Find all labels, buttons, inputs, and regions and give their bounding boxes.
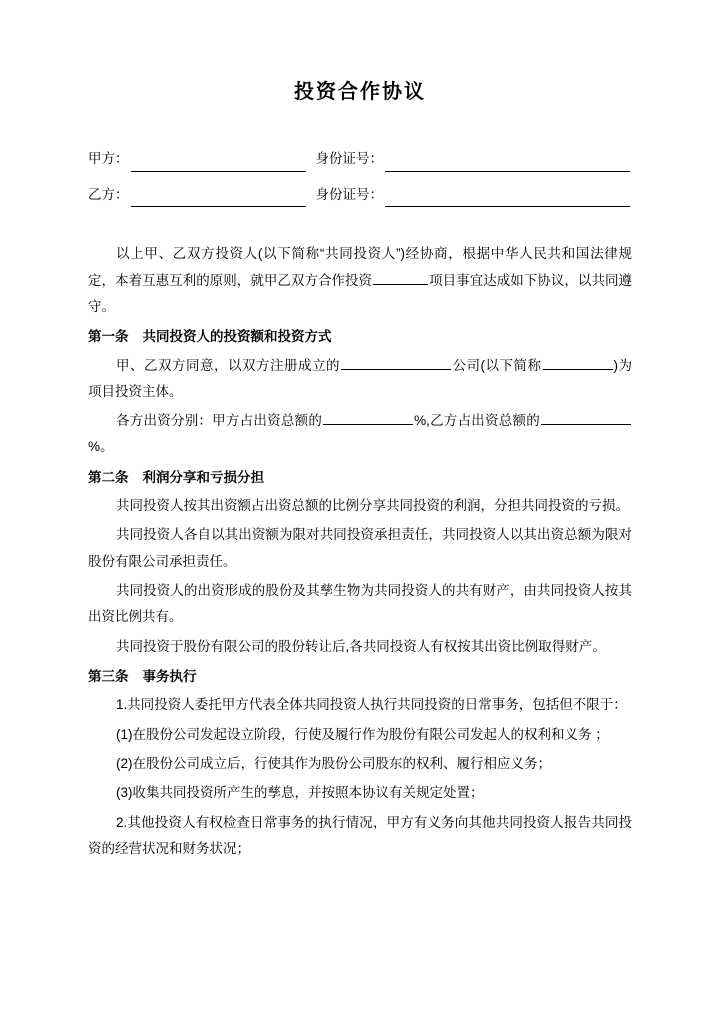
preamble-part-2: 规定，本着互惠互利的原则，就甲乙双方合作投资 (88, 246, 632, 288)
clause-1-paragraph-2 (88, 408, 632, 461)
party-b-id-blank[interactable] (385, 191, 630, 207)
preamble-part-1: 以上甲、乙双方投资人(以下简称“共同投资人”)经协商，根据中华人民共和国法律 (116, 246, 619, 262)
c1p2-seg1: 各方出资分别：甲方占出资总额的 (116, 413, 323, 429)
clause-2-paragraph-3: 共同投资人的出资形成的股份及其孳生物为共同投资人的共有财产，由共同投资人按其出资比例共有。 (88, 583, 632, 625)
party-a-id-label: 身份证号： (315, 151, 383, 166)
c1p2-seg3: %。 (88, 439, 114, 455)
party-b-id-label: 身份证号： (315, 186, 383, 202)
party-fields (88, 146, 632, 207)
clause-1-title (88, 324, 632, 350)
party-b-label: 乙方： (88, 186, 129, 202)
party-a-label: 甲方： (88, 151, 129, 166)
clause-3-paragraph-4: (3)收集共同投资所产生的孳息，并按照本协议有关规定处置； (116, 785, 484, 801)
c1p1-seg1: 甲、乙双方同意，以双方注册成立的 (116, 357, 340, 373)
c1p2-seg2: %,乙方占出资总额的 (414, 413, 540, 429)
clause-2-heading: 利润分享和亏损分担 (142, 469, 264, 485)
company-name-blank[interactable] (341, 356, 451, 370)
clause-2-paragraph-2: 共同投资人各自以其出资额为限对共同投资承担责任，共同投资人以其出资总额为限对股份有限公司承担责任。 (88, 527, 632, 569)
clause-3-paragraph-5: 2.其他投资人有权检查日常事务的执行情况，甲方有义务向其他共同投资人报告共同投资的经营状况和财务状况； (88, 814, 632, 856)
clause-2-paragraph-1: 共同投资人按其出资额占出资总额的比例分享共同投资的利润，分担共同投资的亏损。 (116, 498, 629, 514)
party-b-percent-blank[interactable] (541, 411, 631, 425)
clause-1-heading: 共同投资人的投资额和投资方式 (142, 329, 332, 345)
clause-3-number: 第三条 (88, 668, 129, 684)
clause-2-title (88, 465, 632, 491)
clause-2-number: 第二条 (88, 469, 129, 485)
clause-3-title (88, 664, 632, 690)
party-a-percent-blank[interactable] (323, 411, 413, 425)
page-title: 投资合作协议 (294, 81, 426, 103)
c1p1-seg3: )为项目投资主体。 (88, 357, 632, 399)
preamble-project-blank[interactable] (373, 271, 428, 285)
clause-2-paragraph-4: 共同投资于股份有限公司的股份转让后,各共同投资人有权按其出资比例取得财产。 (116, 638, 606, 654)
party-a-name-blank[interactable] (131, 156, 306, 172)
clause-3-paragraph-3: (2)在股份公司成立后，行使其作为股份公司股东的权利、履行相应义务； (116, 755, 551, 771)
company-abbr-blank[interactable] (543, 356, 613, 370)
clause-1-number: 第一条 (88, 329, 129, 345)
clause-3-paragraph-2: (1)在股份公司发起设立阶段，行使及履行作为股份有限公司发起人的权利和义务 ； (116, 726, 609, 742)
clause-1-paragraph-1 (88, 353, 632, 406)
party-row-b (88, 182, 632, 208)
party-row-a (88, 146, 632, 172)
clause-3-paragraph-1: 1.共同投资人委托甲方代表全体共同投资人执行共同投资的日常事务，包括但不限于： (116, 697, 627, 713)
party-b-name-blank[interactable] (131, 191, 306, 207)
clause-3-heading: 事务执行 (142, 668, 197, 684)
preamble-paragraph (88, 241, 632, 320)
party-a-id-blank[interactable] (385, 156, 630, 172)
preamble-part-3: 项目事宜达成如下协议，以共同遵守。 (88, 272, 633, 314)
c1p1-seg2: 公司(以下简称 (452, 357, 542, 373)
